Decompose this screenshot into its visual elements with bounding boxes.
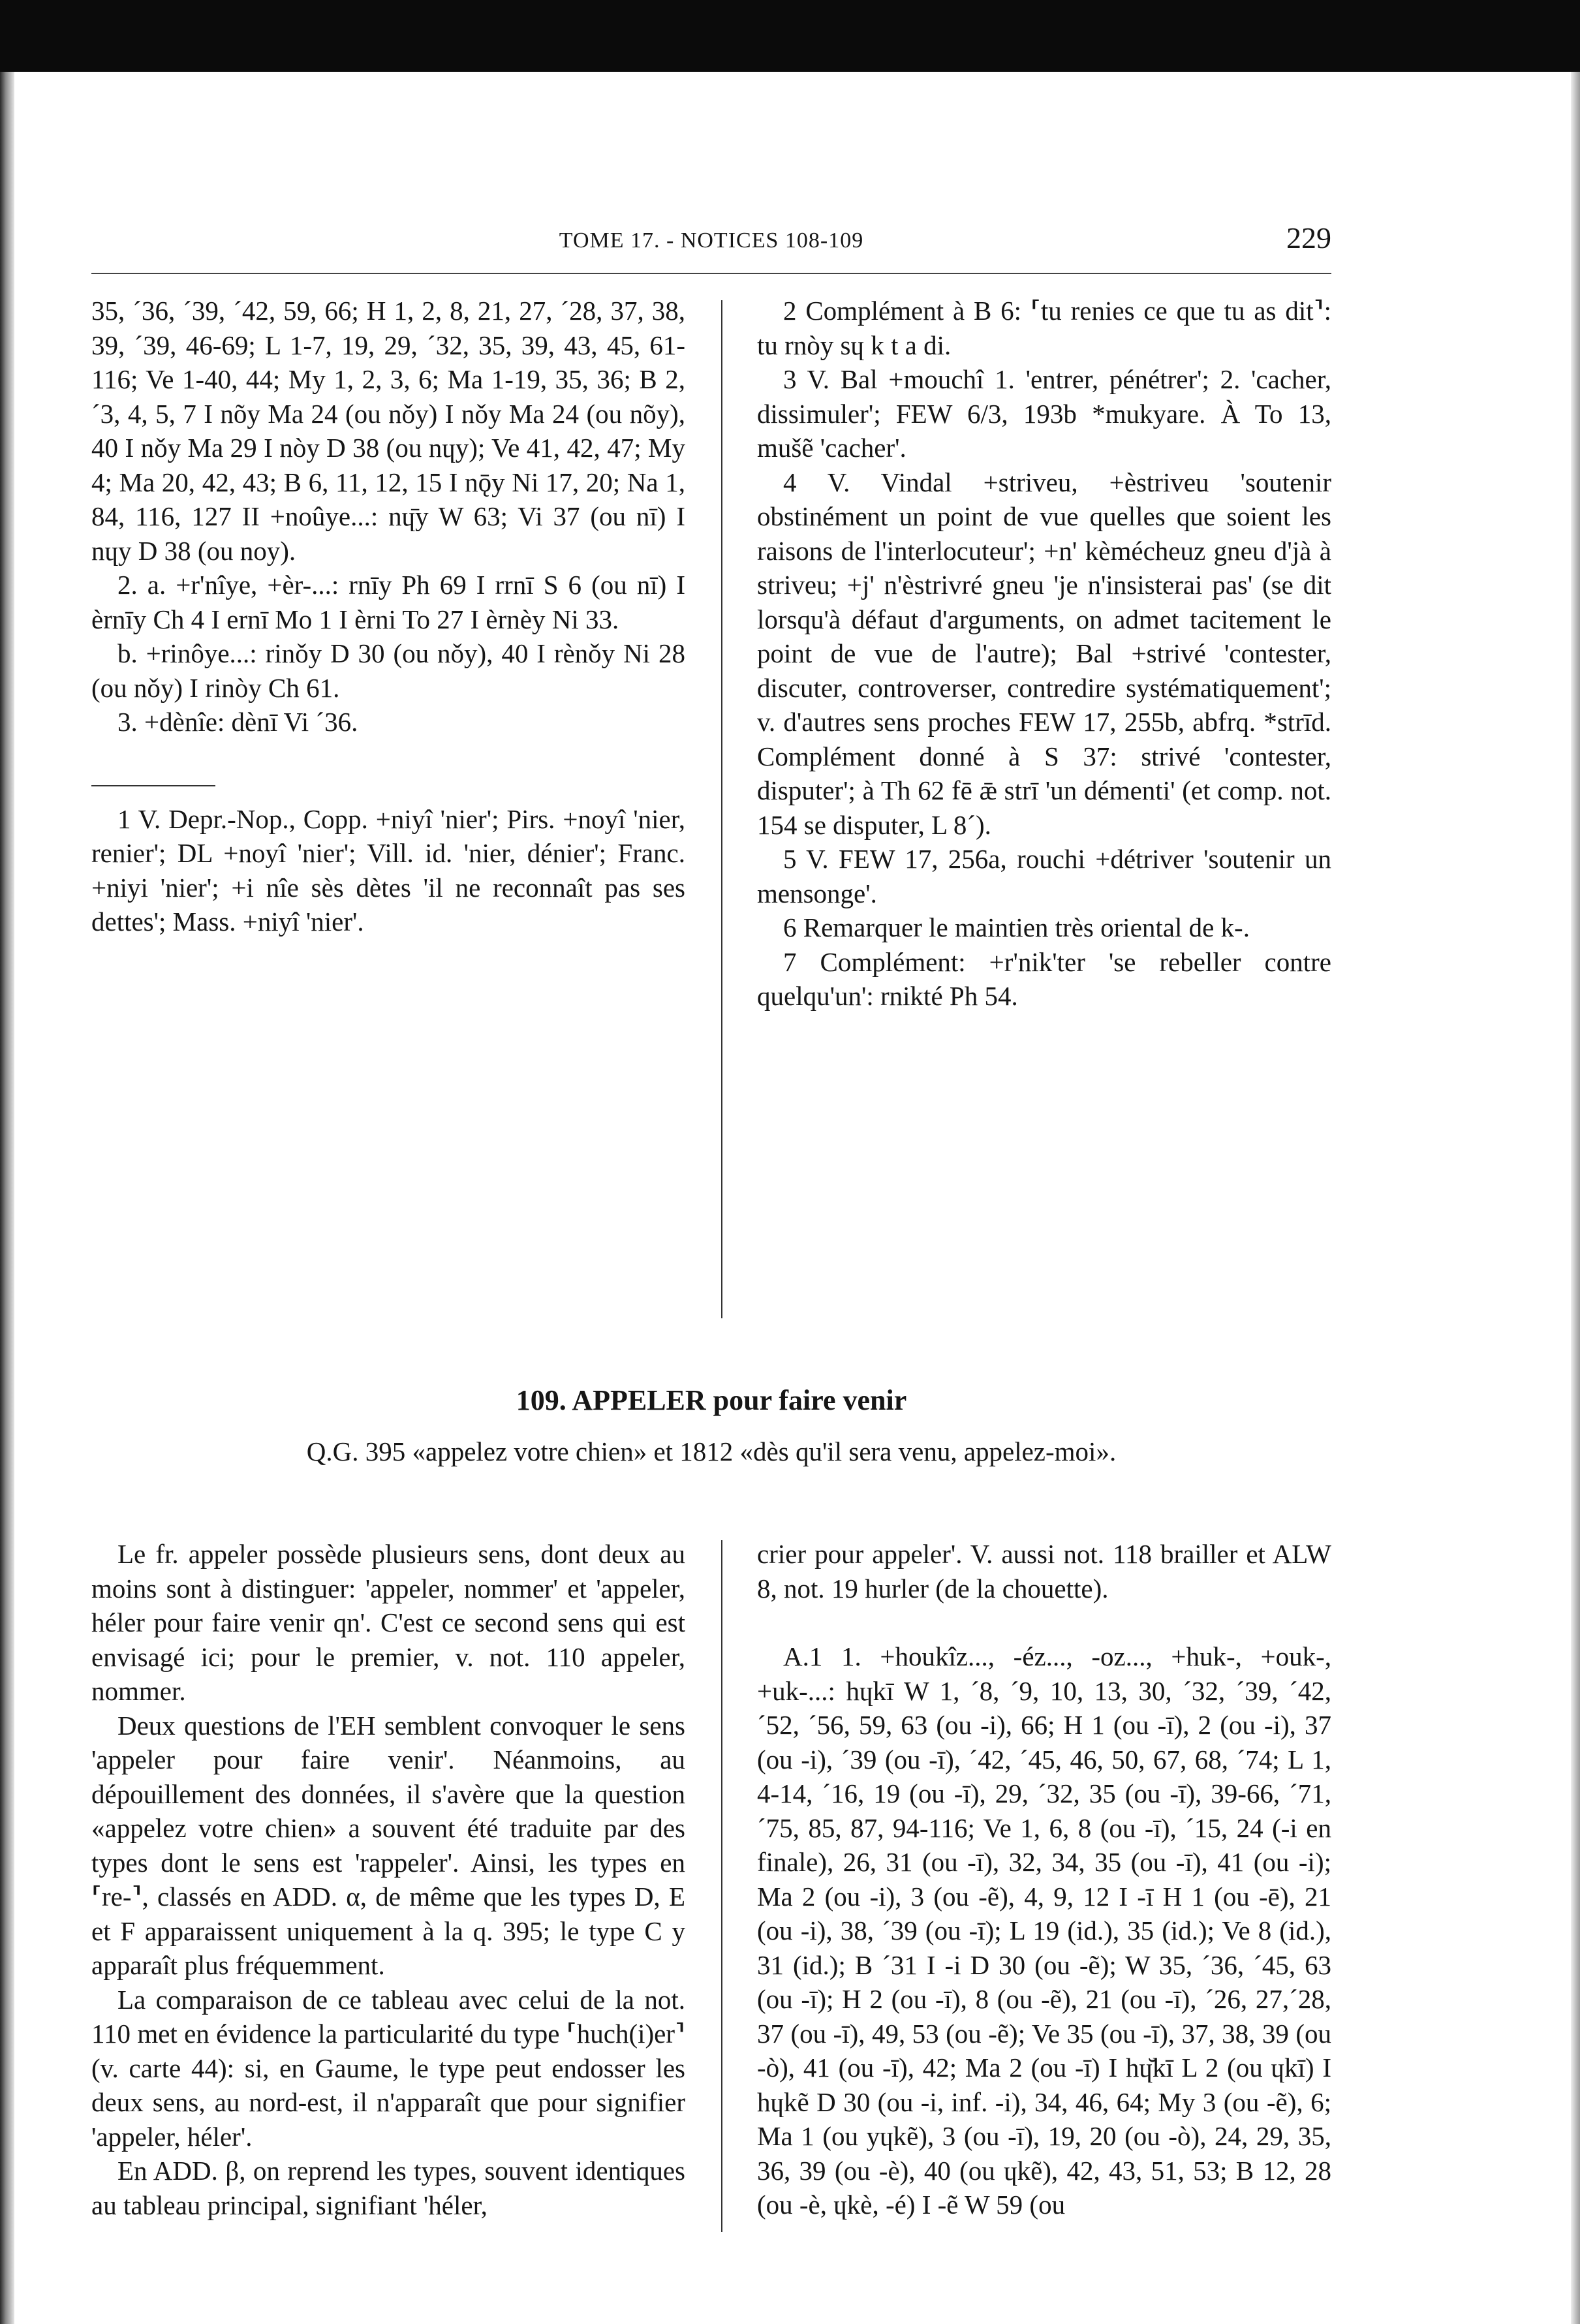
column-divider	[721, 300, 722, 1318]
paragraph-spacer	[757, 1605, 1331, 1639]
entry-paragraph: b. +rinôye...: rinǒy D 30 (ou nǒy), 40 I rènǒy Ni 28 (ou nǒy) I rinòy Ch 61.	[91, 638, 685, 703]
lower-right-column	[757, 1537, 1331, 2222]
upper-left-column	[91, 294, 685, 939]
footnote-spacer	[91, 739, 685, 785]
scan-top-band	[0, 0, 1580, 72]
body-paragraph: La comparaison de ce tableau avec celui de la not. 110 met en évidence la particularité du type ⸢huch(i)er⸣ (v. carte 44): si, en Gaume, le type peut endosser les deux sens, au nord-est, il n'apparaît que pour signifier 'appeler, héler'.	[91, 1984, 685, 2152]
upper-right-column	[757, 294, 1331, 1014]
footnote: 4 V. Vindal +striveu, +èstriveu 'soutenir obstinément un point de vue quelles que soient les raisons de l'interlocuteur'; +n' kèmécheuz gneu d'jà à striveu; +j' n'èstrivré gneu 'je n'insisterai pas' (se dit lorsqu'à défaut d'arguments, on admet tacitement le point de vue de l'autre); Bal +strivé 'contester, discuter, controverser, contredire systématiquement'; v. d'autres sens proches FEW 17, 255b, abfrq. *strīd. Complément donné à S 37: strivé 'contester, disputer'; à Th 62 fē ǣ strī 'un démenti' (et comp. not. 154 se disputer, L 8´).	[757, 467, 1331, 840]
book-page	[91, 215, 1331, 2239]
entry-paragraph: 35, ´36, ´39, ´42, 59, 66; H 1, 2, 8, 21, 27, ´28, 37, 38, 39, ´39, 46-69; L 1-7, 19, 29, ´32, 35, 39, 43, 45, 61-116; Ve 1-40, 44; My 1, 2, 3, 6; Ma 1-19, 35, 36; B 2, ´3, 4, 5, 7 I nõy Ma 24 (ou nǒy) I nǒy Ma 24 (ou nõy), 40 I nǒy Ma 29 I nòy D 38 (ou nɥy); Ve 41, 42, 47; My 4; Ma 20, 42, 43; B 6, 11, 12, 15 I nǭy Ni 17, 20; Na 1, 84, 116, 127 II +noûye...: nɥ̄y W 63; Vi 37 (ou nī) I nɥy D 38 (ou noy).	[91, 296, 685, 566]
section-title: 109. APPELER pour faire venir	[516, 1384, 907, 1416]
footnote: 1 V. Depr.-Nop., Copp. +niyî 'nier'; Pirs. +noyî 'nier, renier'; DL +noyî 'nier'; Vill. id. 'nier, dénier'; Franc. +niyi 'nier'; +i nîe sès dètes 'il ne reconnaît pas ses dettes'; Mass. +niyî 'nier'.	[91, 803, 685, 937]
scan-left-edge	[0, 72, 14, 2324]
footnote: 6 Remarquer le maintien très oriental de k-.	[783, 912, 1250, 942]
entry-paragraph: 2. a. +r'nîye, +èr-...: rnīy Ph 69 I rrnī S 6 (ou nī) I èrnīy Ch 4 I ernī Mo 1 I èrni To 27 I èrnèy Ni 33.	[91, 570, 685, 634]
body-paragraph: Le fr. appeler possède plusieurs sens, dont deux au moins sont à distinguer: 'appeler, nommer' et 'appeler, héler pour faire venir qn'. C'est ce second sens qui est envisagé ici; pour le premier, v. not. 110 appeler, nommer.	[91, 1539, 685, 1706]
body-paragraph: En ADD. β, on reprend les types, souvent identiques au tableau principal, signifiant 'héler,	[91, 2156, 685, 2220]
footnote: 5 V. FEW 17, 256a, rouchi +détriver 'soutenir un mensonge'.	[757, 844, 1331, 908]
footnote: 2 Complément à B 6: ⸢tu renies ce que tu as dit⸣: tu rnòy sɥ k t a di.	[757, 296, 1331, 360]
column-divider	[721, 1540, 722, 2232]
header-rule	[91, 273, 1331, 274]
page-header	[91, 215, 1331, 268]
section-subtitle: Q.G. 395 «appelez votre chien» et 1812 «dès qu'il sera venu, appelez-moi».	[306, 1436, 1117, 1466]
page-number: 229	[1286, 221, 1331, 255]
lower-left-column	[91, 1537, 685, 2222]
footnote: 7 Complément: +r'nik'ter 'se rebeller contre quelqu'un': rnikté Ph 54.	[757, 946, 1331, 1011]
footnote: 3 V. Bal +mouchî 1. 'entrer, pénétrer'; 2. 'cacher, dissimuler'; FEW 6/3, 193b *mukyare. À To 13, mušẽ 'cacher'.	[757, 364, 1331, 463]
body-paragraph: crier pour appeler'. V. aussi not. 118 brailler et ALW 8, not. 19 hurler (de la chouette).	[757, 1539, 1331, 1604]
entry-paragraph: 3. +dènîe: dènī Vi ´36.	[117, 707, 358, 737]
scan-right-edge	[1571, 72, 1580, 2324]
body-paragraph: Deux questions de l'EH semblent convoquer le sens 'appeler pour faire venir'. Néanmoins, au dépouillement des données, il s'avère que la question «appelez votre chien» a souvent été traduite par des types dont le sens est 'rappeler'. Ainsi, les types en ⸢re-⸣, classés en ADD. α, de même que les types D, E et F apparaissent uniquement à la q. 395; le type C y apparaît plus fréquemment.	[91, 1710, 685, 1980]
running-head: TOME 17. - NOTICES 108-109	[559, 228, 864, 253]
footnote-rule	[91, 785, 215, 786]
type-list-entry: A.1 1. +houkîz..., -éz..., -oz..., +huk-, +ouk-, +uk-...: hɥkī W 1, ´8, ´9, 10, 13, 30, ´32, ´39, ´42, ´52, ´56, 59, 63 (ou -i), 66; H 1 (ou -ī), 2 (ou -i), 37 (ou -i), ´39 (ou -ī), ´42, ´45, 46, 50, 67, 68, ´74; L 1, 4-14, ´16, 19 (ou -ī), 29, ´32, 35 (ou -ī), 39-66, ´71, ´75, 85, 87, 94-116; Ve 1, 6, 8 (ou -ī), ´15, 24 (-i en finale), 26, 31 (ou -ī), 32, 34, 35 (ou -ī), 41 (ou -i); Ma 2 (ou -i), 3 (ou -ẽ), 4, 9, 12 I -ī H 1 (ou -ē), 21 (ou -i), 38, ´39 (ou -ī); L 19 (id.), 35 (id.); Ve 8 (id.), 31 (id.); B ´31 I -i D 30 (ou -ẽ); W 35, ´36, ´45, 63 (ou -ī); H 2 (ou -ī), 8 (ou -ẽ), 21 (ou -ī), ´26, 27,´28, 37 (ou -ī), 49, 53 (ou -ẽ); Ve 35 (ou -ī), 37, 38, 39 (ou -ò), 41 (ou -ī), 42; Ma 2 (ou -ī) I hɥ̆kī L 2 (ou ɥkī) I hɥkẽ D 30 (ou -i, inf. -i), 34, 46, 64; My 3 (ou -ẽ), 6; Ma 1 (ou yɥkẽ), 3 (ou -ī), 19, 20 (ou -ò), 24, 29, 35, 36, 39 (ou -è), 40 (ou ɥkẽ), 42, 43, 51, 53; B 12, 28 (ou -è, ɥkè, -é) I -ẽ W 59 (ou	[757, 1641, 1331, 2220]
